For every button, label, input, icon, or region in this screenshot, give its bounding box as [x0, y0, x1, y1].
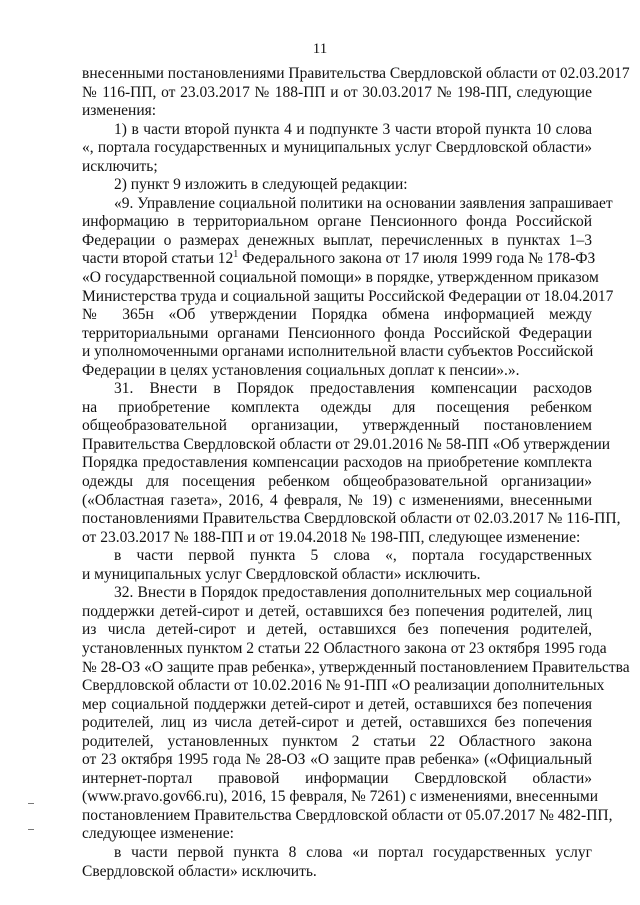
text-line: № 28-ОЗ «О защите прав ребенка», утвержденный постановлением Правительства	[82, 658, 630, 676]
text-line: интернет-портал правовой информации Свердловской области»	[82, 769, 592, 787]
text-line: (www.pravo.gov66.ru), 2016, 15 февраля, № 7261) с изменениями, внесенными	[82, 788, 598, 806]
margin-mark	[28, 803, 34, 804]
document-body	[82, 65, 630, 881]
margin-mark	[28, 829, 34, 830]
text-line-with-superscript	[82, 249, 596, 269]
text-line: установленных пунктом 2 статьи 22 Областного закона от 23 октября 1995 года	[82, 639, 607, 657]
text-line: № 116-ПП, от 23.03.2017 № 188-ПП и от 30.03.2017 № 198-ПП, следующие	[82, 83, 592, 101]
text-line: изменения:	[82, 102, 157, 120]
text-segment: Федерального закона от 17 июля 1999 года № 178-ФЗ	[238, 250, 596, 268]
text-line: Свердловской области от 10.02.2016 № 91-ПП «О реализации дополнительных	[82, 677, 605, 695]
text-line: исключить;	[82, 157, 158, 175]
text-line: мер социальной поддержки детей-сирот и детей, оставшихся без попечения	[82, 695, 592, 713]
text-line: в части первой пункта 5 слова «, портала государственных	[114, 547, 592, 565]
text-line: одежды для посещения ребенком общеобразовательной организации»	[82, 473, 592, 491]
text-line: из числа детей-сирот и детей, оставшихся без попечения родителей,	[82, 621, 592, 639]
text-line: постановлением Правительства Свердловской области от 05.07.2017 № 482-ПП,	[82, 806, 613, 824]
text-line: родителей, установленных пунктом 2 статьи 22 Областного закона	[82, 732, 592, 750]
text-line: 32. Внести в Порядок предоставления дополнительных мер социальной	[114, 584, 592, 602]
text-line: родителей, лиц из числа детей-сирот и детей, оставшихся без попечения	[82, 714, 592, 732]
text-line: 2) пункт 9 изложить в следующей редакции:	[114, 176, 408, 194]
text-line: внесенными постановлениями Правительства Свердловской области от 02.03.2017	[82, 65, 630, 82]
text-line: Федерации о размерах денежных выплат, перечисленных в пунктах 1–3	[82, 231, 592, 249]
text-line: информацию в территориальном органе Пенсионного фонда Российской	[82, 213, 592, 231]
text-line: на приобретение комплекта одежды для посещения ребенком	[82, 398, 592, 416]
text-line: постановлениями Правительства Свердловской области от 02.03.2017 № 116-ПП,	[82, 510, 621, 528]
text-line: Свердловской области» исключить.	[82, 862, 317, 880]
superscript: 1	[233, 249, 239, 261]
text-line: в части первой пункта 8 слова «и портал государственных услуг	[114, 843, 592, 861]
text-line: следующее изменение:	[82, 825, 234, 843]
text-line: Правительства Свердловской области от 29.01.2016 № 58-ПП «Об утверждении	[82, 435, 611, 453]
text-line: от 23 октября 1995 года № 28-ОЗ «О защите прав ребенка» («Официальный	[82, 751, 592, 769]
text-line: «9. Управление социальной политики на основании заявления запрашивает	[114, 194, 613, 212]
text-line: Федерации в целях установления социальных доплат к пенсии».».	[82, 361, 520, 379]
text-line: 1) в части второй пункта 4 и подпункте 3 части второй пункта 10 слова	[114, 120, 592, 138]
text-line: Порядка предоставления компенсации расходов на приобретение комплекта	[82, 454, 592, 472]
text-line: общеобразовательной организации, утвержденный постановлением	[82, 417, 592, 435]
text-line: поддержки детей-сирот и детей, оставшихся без попечения родителей, лиц	[82, 602, 592, 620]
text-line: («Областная газета», 2016, 4 февраля, № 19) с изменениями, внесенными	[82, 491, 592, 509]
text-line: от 23.03.2017 № 188-ПП и от 19.04.2018 № 198-ПП, следующее изменение:	[82, 528, 581, 546]
text-line: 31. Внести в Порядок предоставления компенсации расходов	[114, 380, 592, 398]
text-line: «, портала государственных и муниципальных услуг Свердловской области»	[82, 139, 592, 157]
text-segment: части второй статьи 12	[82, 250, 234, 268]
text-line: территориальными органами Пенсионного фонда Российской Федерации	[82, 324, 592, 342]
text-line: и уполномоченными органами исполнительной власти субъектов Российской	[82, 343, 594, 361]
text-line: Министерства труда и социальной защиты Российской Федерации от 18.04.2017	[82, 287, 614, 305]
page-number: 11	[312, 41, 328, 57]
text-line: «О государственной социальной помощи» в порядке, утвержденном приказом	[82, 269, 599, 287]
text-line: и муниципальных услуг Свердловской области» исключить.	[82, 565, 481, 583]
text-line: № 365н «Об утверждении Порядка обмена информацией между	[82, 306, 592, 324]
